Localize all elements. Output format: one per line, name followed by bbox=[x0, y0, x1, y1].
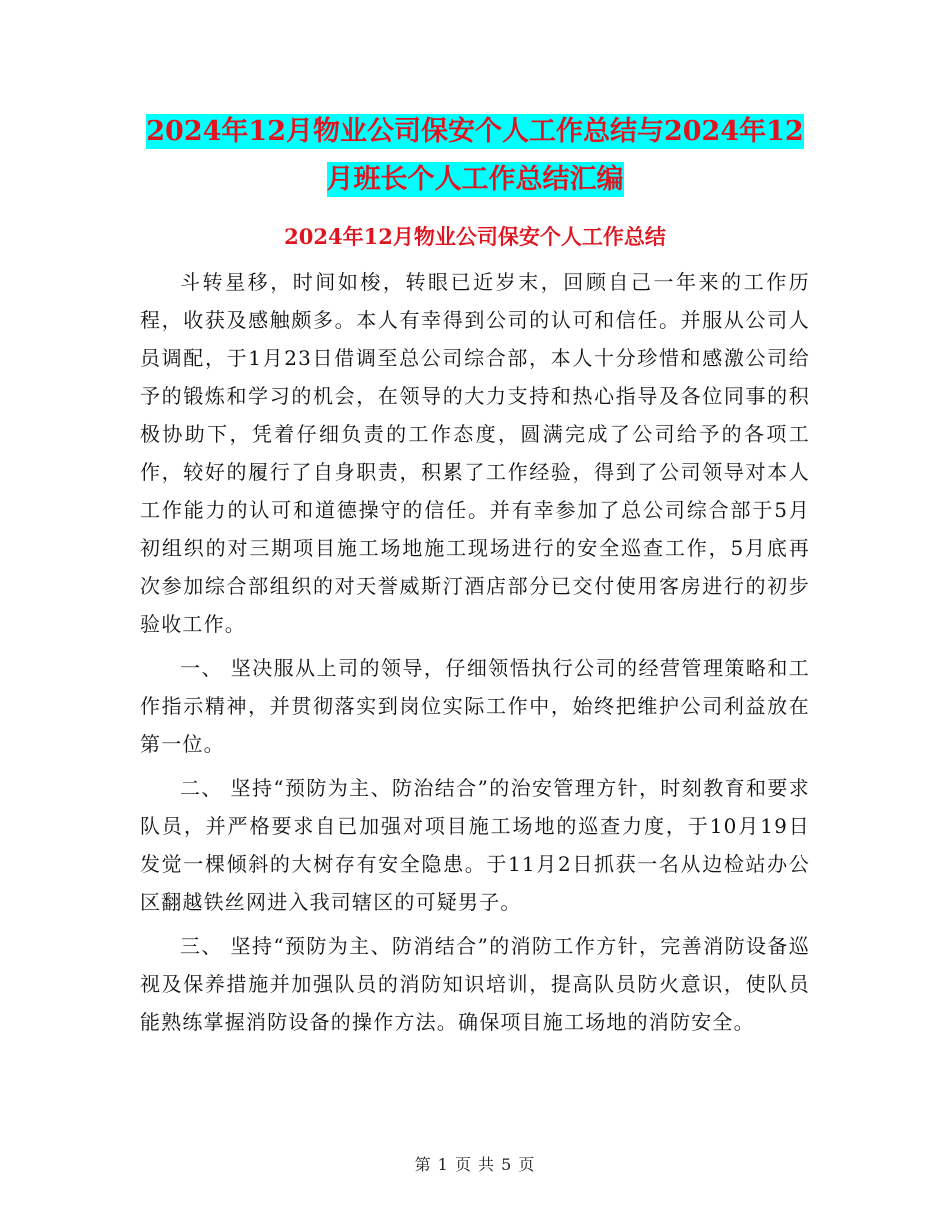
document-title bbox=[110, 108, 840, 204]
body-paragraph: 斗转星移，时间如梭，转眼已近岁末，回顾自己一年来的工作历程，收获及感触颇多。本人有幸得到公司的认可和信任。并服从公司人员调配，于1月23日借调至总公司综合部，本人十分珍惜和感激公司给予的锻炼和学习的机会，在领导的大力支持和热心指导及各位同事的积极协助下，凭着仔细负责的工作态度，圆满完成了公司给予的各项工作，较好的履行了自身职责，积累了工作经验，得到了公司领导对本人工作能力的认可和道德操守的信任。并有幸参加了总公司综合部于5月初组织的对三期项目施工场地施工现场进行的安全巡查工作，5月底再次参加综合部组织的对天誉威斯汀酒店部分已交付使用客房进行的初步验收工作。 bbox=[140, 270, 810, 636]
section-title: 2024年12月物业公司保安个人工作总结 bbox=[284, 224, 666, 249]
body-paragraph: 二、 坚持“预防为主、防治结合”的治安管理方针，时刻教育和要求队员，并严格要求自已加强对项目施工场地的巡查力度，于10月19日发觉一棵倾斜的大树存有安全隐患。于11月2日抓获一名从边检站办公区翻越铁丝网进入我司辖区的可疑男子。 bbox=[140, 776, 810, 914]
document-title-line-1: 2024年12月物业公司保安个人工作总结与2024年12 bbox=[146, 116, 804, 147]
document-title-line-2: 月班长个人工作总结汇编 bbox=[326, 164, 624, 195]
document-body bbox=[140, 263, 810, 1047]
body-paragraph: 一、 坚决服从上司的领导，仔细领悟执行公司的经营管理策略和工作指示精神，并贯彻落实到岗位实际工作中，始终把维护公司利益放在第一位。 bbox=[140, 656, 810, 756]
page-footer: 第 1 页 共 5 页 bbox=[414, 1155, 536, 1174]
body-paragraph: 三、 坚持“预防为主、防消结合”的消防工作方针，完善消防设备巡视及保养措施并加强队员的消防知识培训，提高队员防火意识，使队员能熟练掌握消防设备的操作方法。确保项目施工场地的消防安全。 bbox=[140, 934, 810, 1034]
